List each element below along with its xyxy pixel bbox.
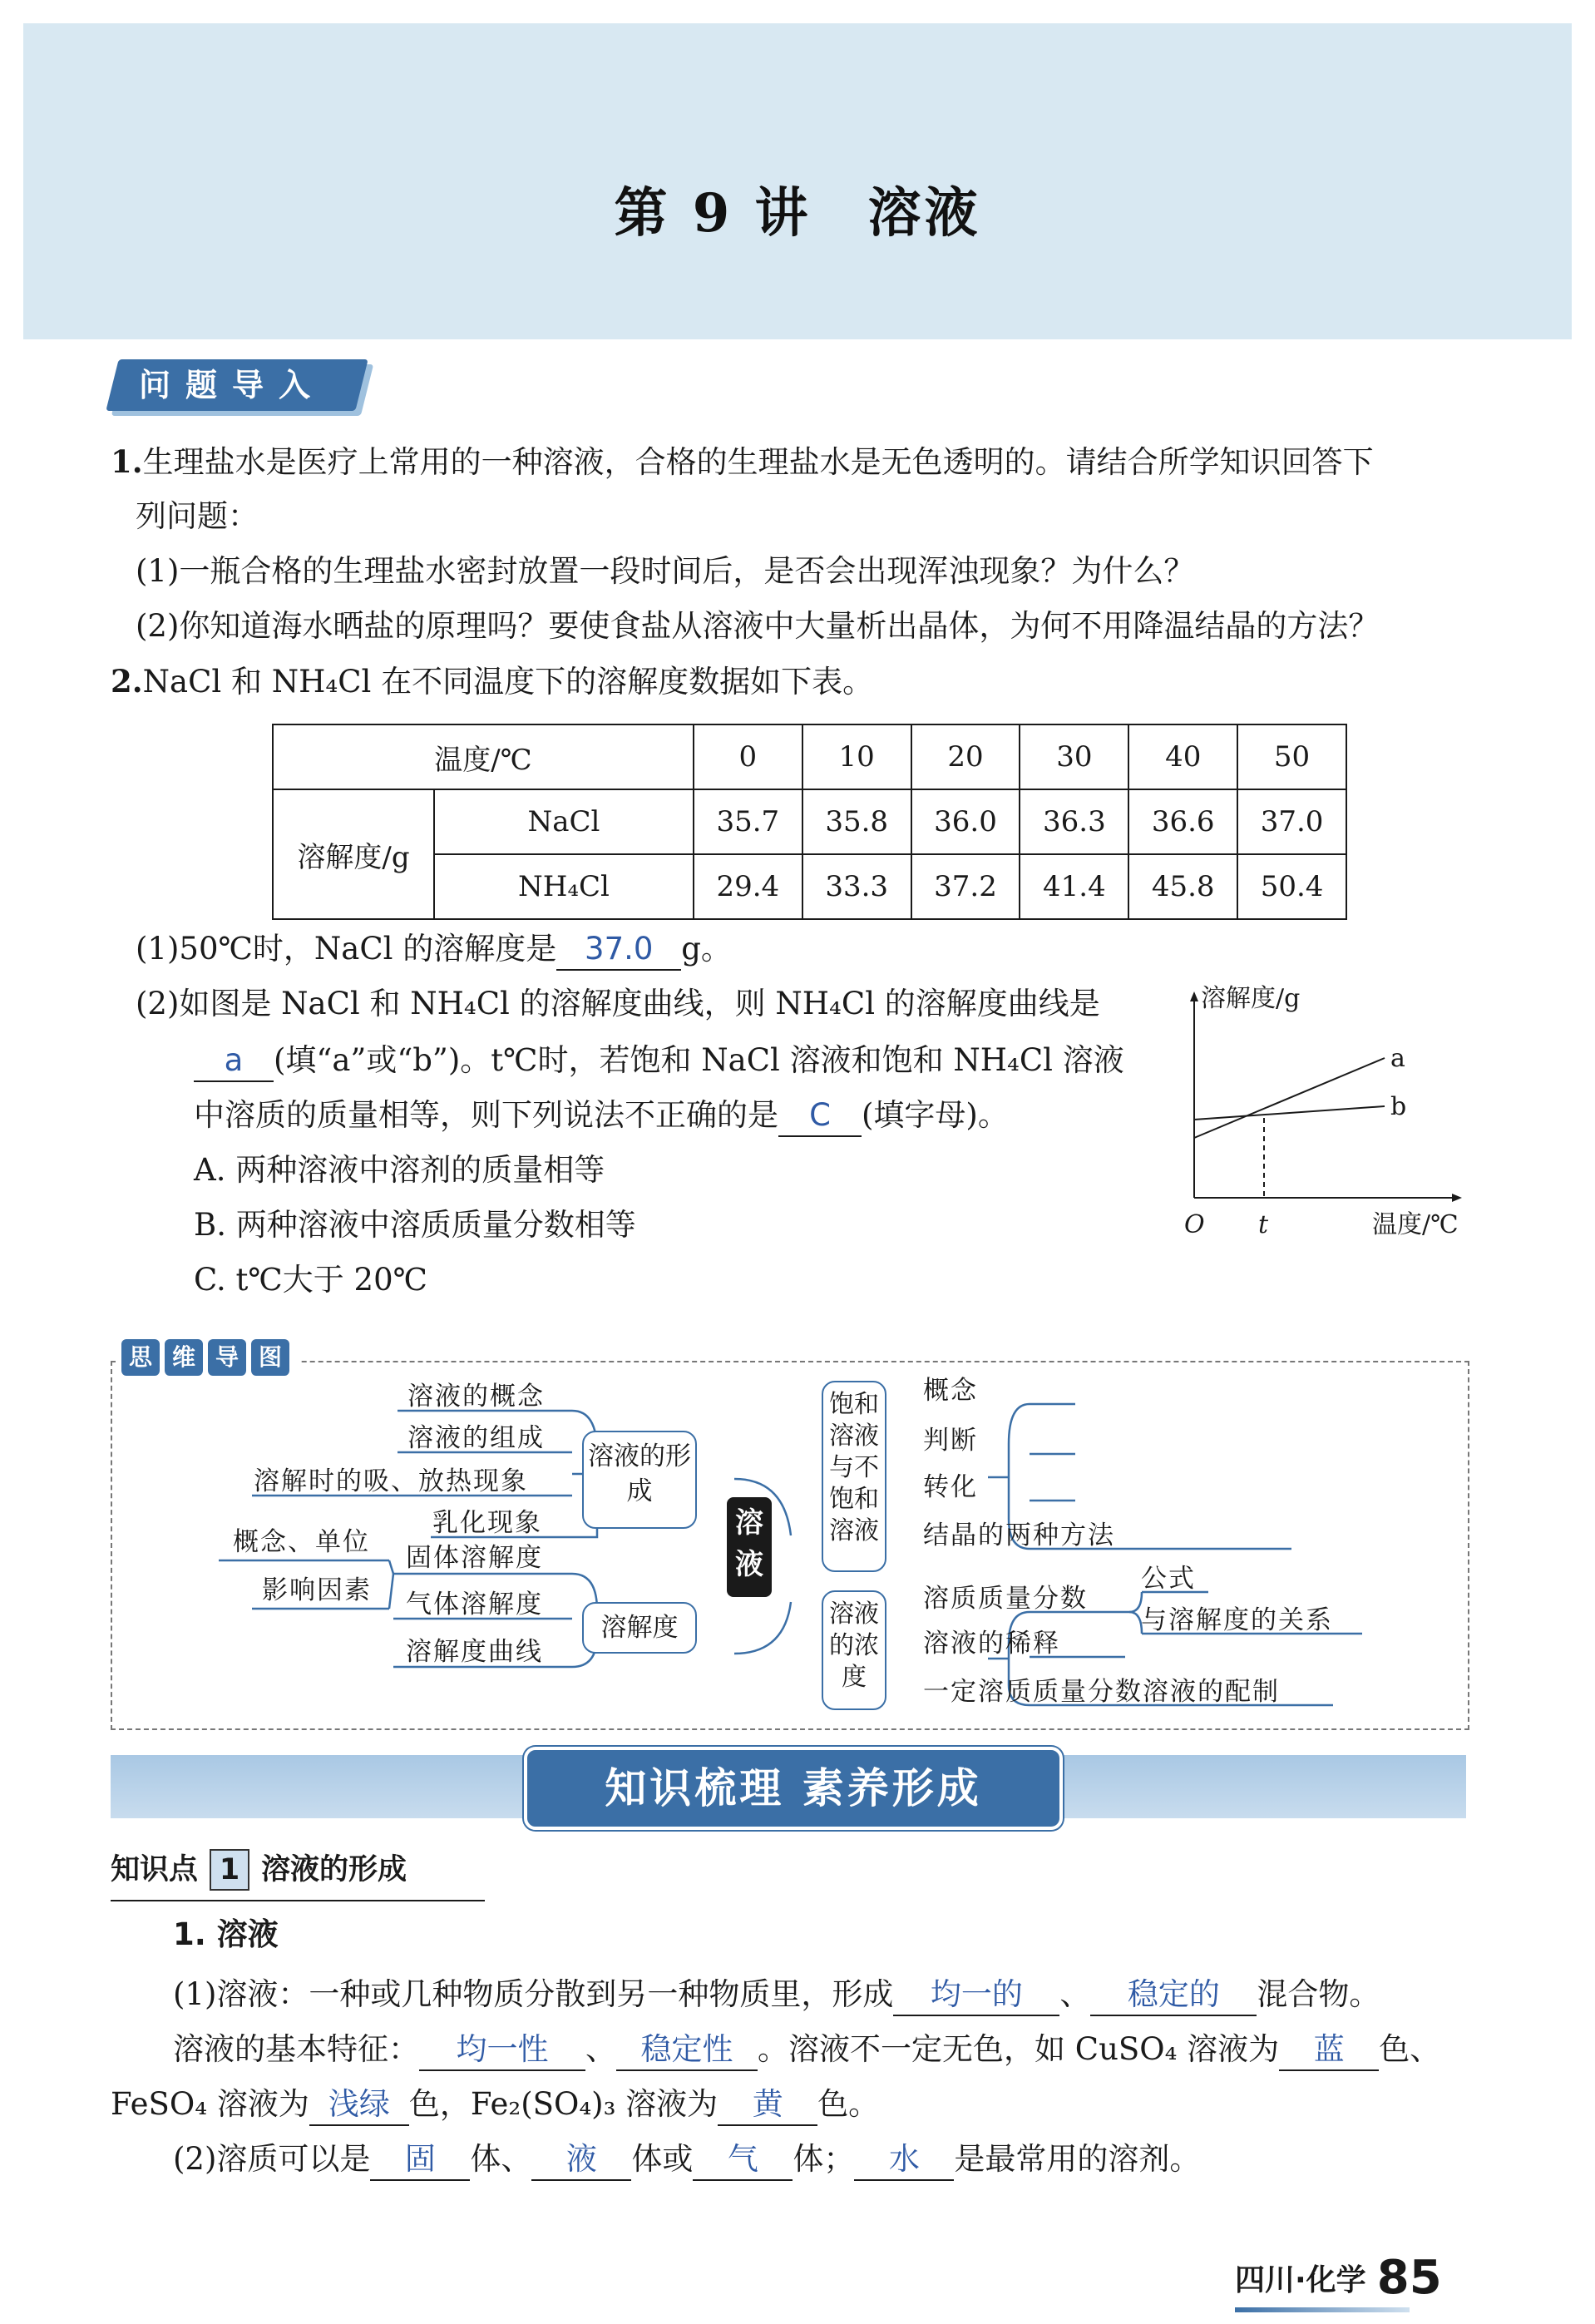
q2-line (111, 661, 873, 702)
table-cell: 33.3 (802, 854, 911, 919)
mindmap-item: 一定溶质质量分数溶液的配制 (923, 1677, 1280, 1707)
kp1-text: 混合物。 (1257, 1976, 1380, 2012)
solubility-table (272, 724, 1347, 920)
mindmap-node-solubility: 溶解度 (582, 1602, 697, 1654)
kp1-text: 体； (793, 2141, 855, 2177)
knowledge-point-heading (111, 1847, 407, 1891)
kp1-text: (2)溶质可以是 (173, 2141, 371, 2177)
kp1-text: FeSO₄ 溶液为 (111, 2086, 309, 2122)
mindmap-item: 溶质质量分数 (923, 1584, 1088, 1614)
mindmap-tag-char: 思 (121, 1339, 160, 1376)
q2-number: 2. (111, 663, 143, 700)
graph-xlabel: 温度/℃ (1372, 1210, 1459, 1239)
mindmap-node-saturated: 饱和溶液与不饱和溶液 (822, 1381, 886, 1572)
mindmap-item: 气体溶解度 (406, 1590, 543, 1619)
mindmap-item: 概念 (923, 1376, 978, 1406)
option-a: A. 两种溶液中溶剂的质量相等 (194, 1152, 605, 1188)
y-axis-arrow (1190, 991, 1198, 1001)
answer-blank: 固 (370, 2139, 470, 2181)
mindmap-node-formation: 溶液的形成 (582, 1431, 697, 1529)
kp1-text: 体、 (470, 2141, 532, 2177)
option-c: C. t℃大于 20℃ (194, 1262, 428, 1298)
mindmap-item: 影响因素 (262, 1575, 372, 1605)
kp1-line1 (173, 1975, 1380, 2016)
table-cell: 35.8 (802, 789, 911, 854)
q1-text: 生理盐水是医疗上常用的一种溶液，合格的生理盐水是无色透明的。请结合所学知识回答下 (142, 444, 1374, 480)
table-cell: 41.4 (1020, 854, 1128, 919)
mindmap-item: 溶液的稀释 (923, 1629, 1060, 1659)
q2-sub2-text: (填字母)。 (862, 1097, 1009, 1133)
answer-blank: 稳定性 (616, 2030, 758, 2071)
section-tag-label: 问题导入 (139, 367, 326, 403)
answer-blank: 蓝 (1279, 2030, 1379, 2071)
section-tag-intro (106, 359, 368, 411)
table-cell: 40 (1128, 724, 1237, 789)
q1-line1 (111, 442, 1374, 482)
table-row (273, 789, 1346, 854)
table-cell: 36.6 (1128, 789, 1237, 854)
kp-label: 知识点 (111, 1853, 199, 1886)
table-cell: 50.4 (1237, 854, 1346, 919)
graph-origin: O (1184, 1210, 1205, 1239)
page-number: 85 (1376, 2251, 1442, 2305)
kp-name: 溶液的形成 (261, 1853, 407, 1886)
q1-number: 1. (111, 443, 143, 480)
graph-label-b: b (1390, 1092, 1407, 1121)
mindmap-item: 转化 (923, 1472, 978, 1502)
table-header-temp: 温度/℃ (273, 724, 694, 789)
table-cell: 0 (694, 724, 802, 789)
table-cell: 37.0 (1237, 789, 1346, 854)
kp1-heading: 1. 溶液 (173, 1916, 279, 1952)
q2-sub1-text: (1)50℃时，NaCl 的溶解度是 (136, 931, 557, 967)
x-axis-arrow (1452, 1194, 1462, 1202)
kp1-text: 、 (585, 2031, 616, 2067)
page-title: 第 9 讲 溶液 (614, 182, 981, 245)
curve-b (1194, 1106, 1385, 1120)
table-row (273, 724, 1346, 789)
page-footer (1235, 2251, 1442, 2305)
mindmap-node-concentration: 溶液的浓度 (822, 1590, 886, 1710)
table-cell: 10 (802, 724, 911, 789)
q2-sub1-unit: g。 (681, 931, 732, 967)
mindmap-item: 与溶解度的关系 (1141, 1605, 1333, 1635)
mindmap-tag-char: 维 (165, 1339, 203, 1376)
answer-blank: 水 (854, 2139, 954, 2181)
q2-sub2-text: (填“a”或“b”)。t℃时，若饱和 NaCl 溶液和饱和 NH₄Cl 溶液 (274, 1042, 1124, 1078)
q2-sub2-line1: (2)如图是 NaCl 和 NH₄Cl 的溶解度曲线，则 NH₄Cl 的溶解度曲线是 (136, 986, 1100, 1021)
table-row-name: NH₄Cl (434, 854, 694, 919)
q2-sub2-line2 (194, 1041, 1124, 1082)
kp-underline (111, 1900, 485, 1901)
table-cell: 29.4 (694, 854, 802, 919)
kp1-text: 体或 (631, 2141, 694, 2177)
q1-sub2: (2)你知道海水晒盐的原理吗？要使食盐从溶液中大量析出晶体，为何不用降温结晶的方法？ (136, 608, 1380, 644)
kp1-line3 (111, 2084, 879, 2126)
mindmap-tag-char: 导 (208, 1339, 246, 1376)
kp1-text: 溶液的基本特征： (173, 2031, 419, 2067)
mindmap-item: 溶解度曲线 (406, 1637, 543, 1667)
mindmap-tag-char: 图 (251, 1339, 289, 1376)
footer-underline (1235, 2307, 1410, 2312)
table-cell: 36.0 (911, 789, 1020, 854)
table-cell: 45.8 (1128, 854, 1237, 919)
mindmap-item: 判断 (923, 1426, 978, 1456)
graph-t: t (1258, 1210, 1269, 1239)
knowledge-title: 知识梳理 素养形成 (524, 1747, 1063, 1830)
table-cell: 35.7 (694, 789, 802, 854)
kp1-text: 色、 (1379, 2031, 1441, 2067)
mindmap-center: 溶液 (727, 1497, 772, 1597)
kp1-text: 色。 (817, 2086, 880, 2122)
curve-a (1194, 1058, 1385, 1138)
answer-blank: 浅绿 (309, 2084, 409, 2126)
q2-sub2-text: 中溶质的质量相等，则下列说法不正确的是 (194, 1097, 778, 1133)
answer-blank: 均一性 (419, 2030, 585, 2071)
mindmap-item: 溶液的概念 (407, 1382, 545, 1412)
answer-blank: 稳定的 (1090, 1975, 1257, 2016)
mindmap-item: 公式 (1141, 1564, 1196, 1594)
q1-sub1: (1)一瓶合格的生理盐水密封放置一段时间后，是否会出现浑浊现象？为什么？ (136, 553, 1195, 589)
mindmap-item: 溶液的组成 (407, 1423, 545, 1453)
kp1-line2 (173, 2030, 1440, 2071)
answer-blank: 气 (693, 2139, 793, 2181)
kp1-line4 (173, 2139, 1200, 2181)
answer-blank: 均一的 (893, 1975, 1059, 2016)
kp1-text: 。溶液不一定无色，如 CuSO₄ 溶液为 (758, 2031, 1280, 2067)
table-cell: 37.2 (911, 854, 1020, 919)
solubility-curve-graph (1148, 982, 1480, 1248)
option-b: B. 两种溶液中溶质质量分数相等 (194, 1207, 636, 1243)
kp1-text: 是最常用的溶剂。 (954, 2141, 1201, 2177)
answer-blank: 液 (531, 2139, 631, 2181)
q2-sub1 (136, 929, 732, 971)
mindmap-item: 固体溶解度 (406, 1543, 543, 1573)
mindmap-item: 乳化现象 (432, 1508, 542, 1538)
kp-number: 1 (210, 1849, 249, 1891)
answer-blank: a (194, 1041, 274, 1082)
q2-sub2-line3 (194, 1095, 1009, 1137)
kp1-text: (1)溶液：一种或几种物质分散到另一种物质里，形成 (173, 1976, 894, 2012)
graph-ylabel: 溶解度/g (1201, 984, 1301, 1013)
kp1-text: 、 (1059, 1976, 1091, 2012)
mindmap-item: 结晶的两种方法 (923, 1520, 1115, 1550)
table-cell: 36.3 (1020, 789, 1128, 854)
table-row (273, 854, 1346, 919)
kp1-text: 色，Fe₂(SO₄)₃ 溶液为 (408, 2086, 718, 2122)
graph-label-a: a (1390, 1044, 1405, 1073)
mindmap-item: 溶解时的吸、放热现象 (254, 1466, 528, 1496)
q1-line2: 列问题： (136, 498, 259, 534)
table-header-solubility: 溶解度/g (273, 789, 434, 919)
table-row-name: NaCl (434, 789, 694, 854)
table-cell: 30 (1020, 724, 1128, 789)
answer-blank: C (778, 1095, 862, 1137)
table-cell: 50 (1237, 724, 1346, 789)
q2-text: NaCl 和 NH₄Cl 在不同温度下的溶解度数据如下表。 (142, 664, 874, 700)
answer-blank: 37.0 (556, 929, 681, 971)
answer-blank: 黄 (718, 2084, 817, 2126)
table-cell: 20 (911, 724, 1020, 789)
footer-region: 四川·化学 (1235, 2263, 1366, 2297)
mindmap-item: 概念、单位 (233, 1527, 370, 1557)
